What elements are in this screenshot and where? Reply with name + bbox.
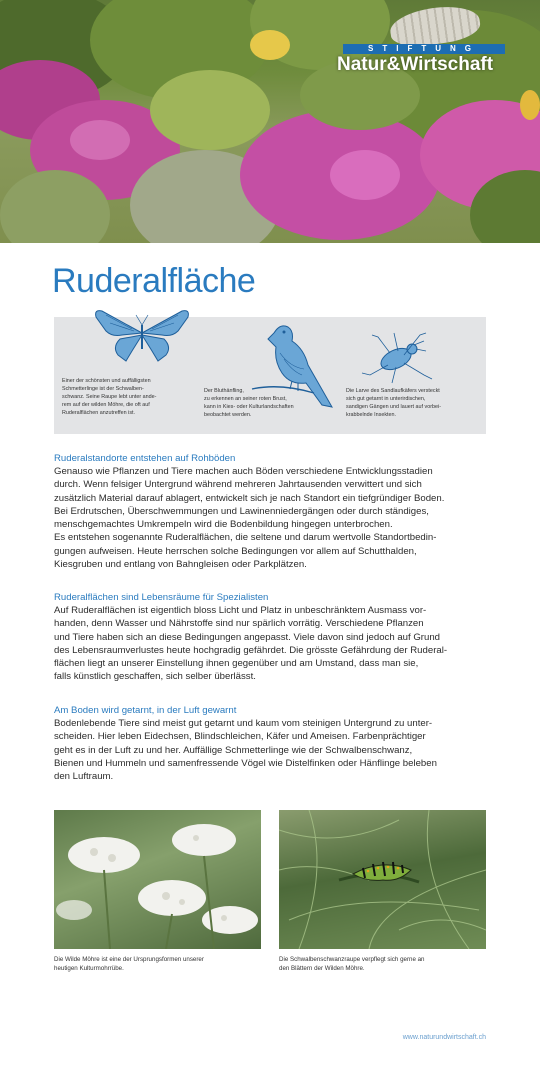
website-url[interactable]: www.naturundwirtschaft.ch xyxy=(402,1034,486,1041)
swallowtail-caterpillar-photo xyxy=(279,810,486,949)
butterfly-caption: Einer der schönsten und auffälligsten Schmetterlinge ist der Schwalben- schwanz. Seine Raupe lebt unter ande- rem auf der wilden Möhre, die oft auf Ruderalflächen anzutreffen ist. xyxy=(62,378,157,416)
wild-carrot-photo xyxy=(54,810,261,949)
logo-name: Natur&Wirtschaft xyxy=(337,54,494,75)
wild-carrot-caption: Die Wilde Möhre ist eine der Ursprungsformen unserer heutigen Kulturmohrrübe. xyxy=(54,956,204,972)
section-spezialisten xyxy=(54,591,494,684)
section-heading: Ruderalstandorte entstehen auf Rohböden xyxy=(54,453,236,464)
swallowtail-butterfly-illustration xyxy=(92,303,192,365)
section-heading: Am Boden wird getarnt, in der Luft gewarnt xyxy=(54,705,237,716)
hero-garden-photo xyxy=(0,0,540,243)
foundation-logo xyxy=(337,44,505,76)
caterpillar-foliage xyxy=(279,810,486,949)
page-title: Ruderalfläche xyxy=(52,262,256,300)
logo-stiftung-bar: STIFTUNG xyxy=(343,44,505,54)
caterpillar-caption: Die Schwalbenschwanzraupe verpflegt sich gerne an den Blättern der Wilden Möhre. xyxy=(279,956,425,972)
section-text: Bodenlebende Tiere sind meist gut getarnt und kaum vom steinigen Untergrund zu unter- scheiden. Hier leben Eidechsen, Blindschleichen, Käfer und Ameisen. Farbenprächtiger geht es in der Luft zu und her. Auffällige Schmetterlinge wie der Schwalbenschwanz, Bienen und Hummeln und samenfressende Vögel wie Distelfinken oder Hänflinge beleben den Luftraum. xyxy=(54,718,437,783)
section-rohboeden xyxy=(54,452,494,571)
section-getarnt xyxy=(54,704,494,783)
bird-caption: Der Bluthänfling, zu erkennen an seiner roten Brust, kann in Kies- oder Kulturlandschaften beobachtet werden. xyxy=(204,388,294,418)
wild-carrot-flowers xyxy=(54,810,261,949)
tiger-beetle-larva-illustration xyxy=(354,329,438,387)
beetle-caption: Die Larve des Sandlaufkäfers versteckt sich gut getarnt in unterirdischen, sandigen Gängen und lauert auf vorbei- krabbelnde Insekten. xyxy=(346,388,442,418)
illustration-panel xyxy=(54,317,486,434)
section-text: Genauso wie Pflanzen und Tiere machen auch Böden verschiedene Entwicklungsstadien durch. Wenn felsiger Untergrund während mehreren Jahrtausenden verwittert und sich zusätzlich Material darauf ablagert, entwickelt sich je nach Standort ein tiefgründiger Boden. Bei Erdrutschen, Überschwemmungen und Lawinenniedergängen oder durch ständiges, menschgemachtes Umkrempeln wird die Bodenbildung hingegen unterbrochen. Es entstehen sogenannte Ruderalflächen, die seltene und darum wertvolle Standortbedin- gungen aufweisen. Heute herrschen solche Bedingungen vor allem auf Schutthalden, Kiesgruben und entlang von Bahngleisen oder Parkplätzen. xyxy=(54,466,445,571)
section-text: Auf Ruderalflächen ist eigentlich bloss Licht und Platz in unbeschränktem Ausmass vor- handen, denn Wasser und Nährstoffe sind nur spärlich vorrätig. Verschiedene Pflanzen und Tiere haben sich an diese Bedingungen angepasst. Viele davon sind jedoch auf Grund des Lebensraumverlustes heute hochgradig gefährdet. Die grösste Gefährdung der Ruderal- flächen liegt an unserer Einstellung ihnen gegenüber und am Umstand, dass man sie, falls künstlich geschaffen, sich selber überlässt. xyxy=(54,605,448,683)
section-heading: Ruderalflächen sind Lebensräume für Spezialisten xyxy=(54,592,269,603)
